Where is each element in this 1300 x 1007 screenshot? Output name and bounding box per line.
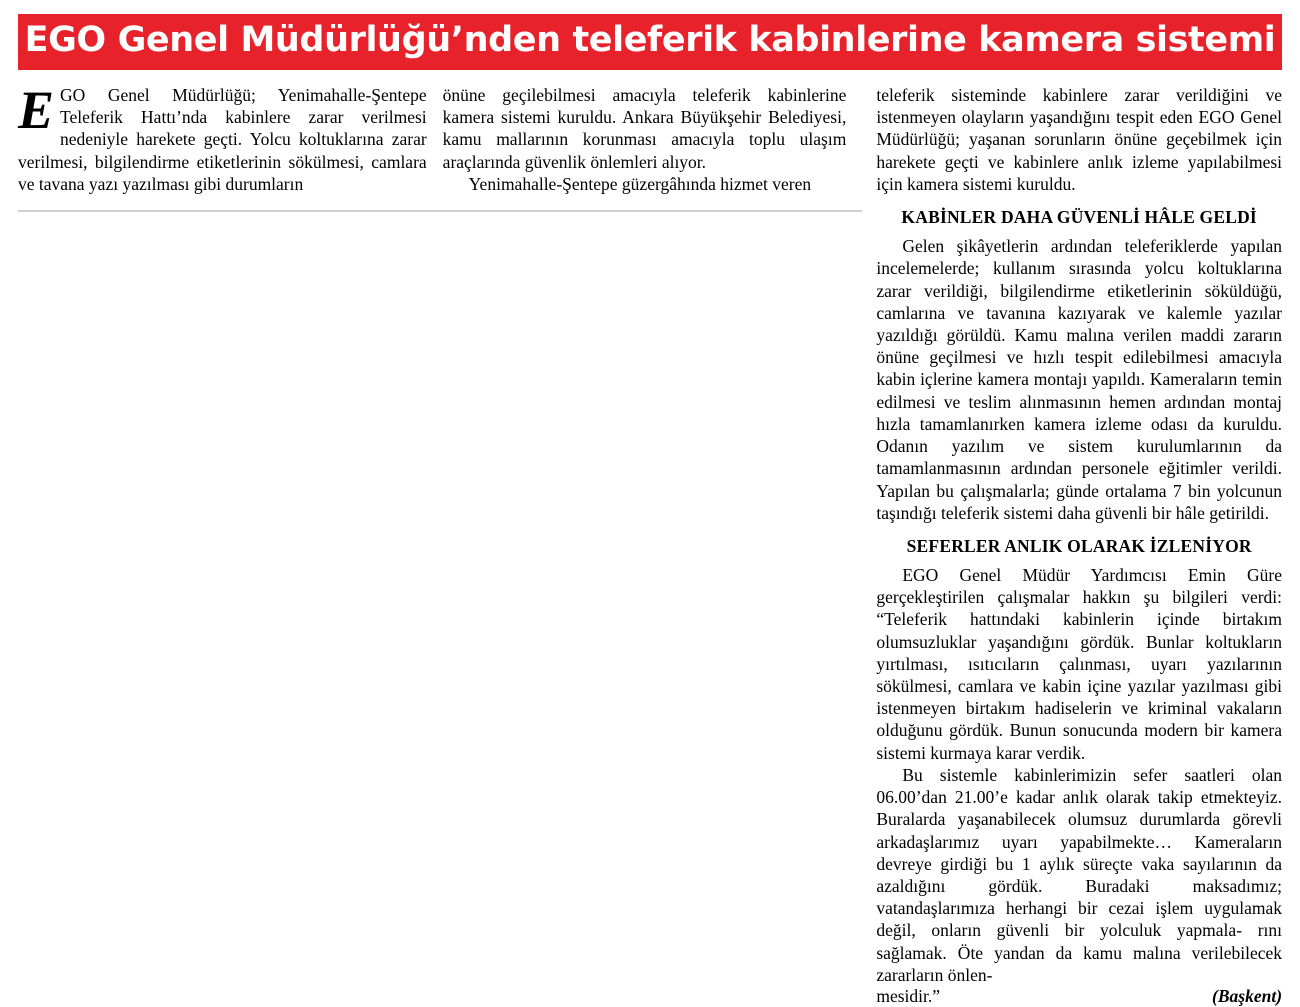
subheading-kabinler: KABİNLER DAHA GÜVENLİ HÂLE GELDİ xyxy=(901,207,1257,228)
page-title: EGO Genel Müdürlüğü’nden teleferik kabinlerine kamera sistemi xyxy=(24,20,1276,60)
column1-paragraph-1 xyxy=(18,80,427,195)
column3-paragraph-4: Bu sistemle kabinlerimizin sefer saatleri olan 06.00’dan 21.00’e kadar anlık olarak takip etmekteyiz. Buralarda yaşanabilecek olumsuz durumlarda görevli arkadaşlarımız uyarı yapabilmekte… Kameraların devreye girdiği bu 1 aylık süreçte vaka sayılarının da azaldığını gördük. Buradaki maksadımız; vatandaşlarımıza herhangi bir cezai işlem uygulamak değil, onların güvenli bir yolculuk yapmala- rını sağlamak. Öte yandan da kamu malına verilebilecek zararların önlen- xyxy=(876,764,1283,985)
column3-paragraph-3: EGO Genel Müdür Yardımcısı Emin Güre gerçekleştirilen çalışmalar hakkın şu bilgileri verdi: “Teleferik hattındaki kabinlerin içinde birtakım olumsuzluklar yaşandığını gördük. Bunlar koltukların yırtılması, ısıtıcıların çalınması, uyarı yazılarının sökülmesi, camlara ve kabin içine yazılar yazılması gibi istenmeyen birtakım hadiselerin ve kriminal vakaların olduğunu gördük. Bunun sonucunda modern bir kamera sistemi kurmaya karar verdik. xyxy=(876,564,1283,763)
column1-paragraph-1-text: GO Genel Müdürlüğü; Yenimahalle-Şentepe Teleferik Hattı’nda kabinlere zarar verilmesi nedeniyle harekete geçti. Yolcu koltuklarına zarar verilmesi, bilgilendirme etiketlerinin sökülmesi, camlara ve tavana yazı yazılması gibi durumların xyxy=(18,85,427,194)
column3-paragraph-1: teleferik sisteminde kabinlere zarar verildiğini ve istenmeyen olayların yaşandığını tespit eden EGO Genel Müdürlüğü; yaşanan sorunların önüne geçebilmek için harekete geçti ve kabinlere anlık izleme yapılabilmesi için kamera sistemi kuruldu. xyxy=(876,85,1283,194)
column3-paragraph-4-tail: mesidir.” xyxy=(876,986,941,1007)
byline: (Başkent) xyxy=(1212,986,1283,1007)
column2-paragraph-2: Yenimahalle-Şentepe güzergâhında hizmet veren xyxy=(468,173,812,194)
column3-last-line xyxy=(876,986,1282,1007)
column-3 xyxy=(862,84,1282,1007)
headline-banner xyxy=(18,14,1282,70)
column-2 xyxy=(443,84,863,212)
column2-paragraph-1: önüne geçilebilmesi amacıyla teleferik kabinlerine kamera sistemi kuruldu. Ankara Büyükşehir Belediyesi, kamu mallarının korunması amacıyla toplu ulaşım araçlarında güvenlik önlemleri alıyor. xyxy=(442,85,847,172)
column-1 xyxy=(18,80,443,212)
drop-cap: E xyxy=(18,80,55,140)
subheading-seferler: SEFERLER ANLIK OLARAK İZLENİYOR xyxy=(906,535,1252,556)
column3-paragraph-2: Gelen şikâyetlerin ardından teleferiklerde yapılan incelemelerde; kullanım sırasında yolcu koltuklarına zarar verildiği, bilgilendirme etiketlerinin söküldüğü, camlarına ve tavanına kazıyarak ve kalemle yazılar yazıldığı görüldü. Kamu malına verilen maddi zararın önüne geçilmesi ve hızlı tespit edilebilmesi amacıyla kabin içlerine kamera montajı yapıldı. Kameraların temin edilmesi ve teslim alınmasının hemen ardından montaj hızla tamamlanırken kamera izleme odası da kuruldu. Odanın yazılım ve sistem kurulumlarının da tamamlanmasının ardından personele eğitimler verildi. Yapılan bu çalışmalarla; günde ortalama 7 bin yolcunun taşındığı teleferik sistemi daha güvenli bir hâle getirildi. xyxy=(876,236,1283,523)
article-columns xyxy=(18,80,1283,1007)
